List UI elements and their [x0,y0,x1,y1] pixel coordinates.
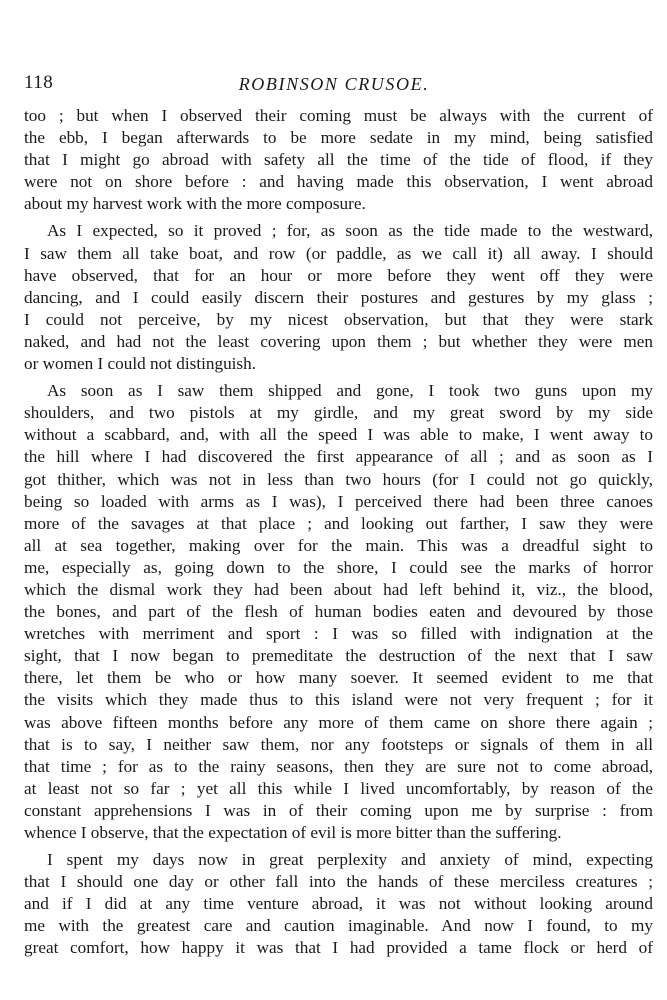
text-line: I saw them all take boat, and row (or paddle, as we call it) all away. I should [24,243,653,263]
text-line: wretches with merriment and sport : I was so filled with indignation at the [24,624,653,644]
text-line: great comfort, how happy it was that I had provided a tame flock or herd of [24,938,653,958]
page-header [24,72,644,98]
text-line: sight, that I now began to premeditate the destruction of the next that I saw [24,646,653,666]
text-line: at least not so far ; yet all this while I lived uncomfortably, by reason of the [24,778,653,798]
text-line: that I should one day or other fall into the hands of these merciless creatures ; [24,872,653,892]
text-line: more of the savages at that place ; and looking out farther, I saw they were [24,513,653,533]
text-line: being so loaded with arms as I was), I perceived there had been three canoes [24,491,653,511]
text-line: too ; but when I observed their coming must be always with the current of [24,106,653,125]
text-line: I spent my days now in great perplexity and anxiety of mind, expecting [47,850,653,870]
text-line: was above fifteen months before any more of them came on shore there again ; [24,712,653,732]
text-line: the visits which they made thus to this island were not very frequent ; for it [24,690,653,710]
text-line: all at sea together, making over for the main. This was a dreadful sight to [24,535,653,555]
text-line: I could not perceive, by my nicest observation, but that they were stark [24,309,653,329]
text-line: and if I did at any time venture abroad, it was not without looking around [24,894,653,914]
text-line: the hill where I had discovered the first appearance of all ; and as soon as I [24,447,653,467]
text-line: As I expected, so it proved ; for, as soon as the tide made to the westward, [47,221,653,241]
paragraph [24,220,653,375]
text-line: got thither, which was not in less than two hours (for I could not go quickly, [24,469,653,489]
text-line: that time ; for as to the rainy seasons, then they are sure not to come abroad, [24,756,653,776]
paragraph [24,105,653,215]
text-line: that is to say, I neither saw them, nor any footsteps or signals of them in all [24,734,653,754]
text-line: naked, and had not the least covering upon them ; but whether they were men [24,331,653,351]
text-line: there, let them be who or how many soever. It seemed evident to me that [24,668,653,688]
text-line: about my harvest work with the more composure. [24,194,366,214]
text-line: were not on shore before : and having made this observation, I went abroad [24,172,653,192]
text-line: whence I observe, that the expectation of evil is more bitter than the suffering. [24,823,562,842]
text-line: or women I could not distinguish. [24,354,257,374]
text-line: shoulders, and two pistols at my girdle, and my great sword by my side [24,403,653,423]
text-line: the ebb, I began afterwards to be more sedate in my mind, being satisfied [24,128,653,148]
text-line: without a scabbard, and, with all the speed I was able to make, I went away to [24,425,653,445]
text-line: me, especially as, going down to the shore, I could see the marks of horror [24,557,653,577]
text-line: constant apprehensions I was in of their coming upon me by surprise : from [24,800,653,820]
paragraph [24,849,653,959]
text-line: that I might go abroad with safety all the time of the tide of flood, if they [24,150,653,170]
text-line: As soon as I saw them shipped and gone, I took two guns upon my [47,381,653,401]
text-line: dancing, and I could easily discern their postures and gestures by my glass ; [24,287,653,307]
running-title: ROBINSON CRUSOE. [238,74,430,94]
body-text [24,105,653,960]
text-line: which the dismal work they had been about had left behind it, viz., the blood, [24,579,653,599]
paragraph [24,380,653,844]
text-line: me with the greatest care and caution imaginable. And now I found, to my [24,916,653,936]
text-line: the bones, and part of the flesh of human bodies eaten and devoured by those [24,602,653,622]
page-number: 118 [24,72,54,93]
text-line: have observed, that for an hour or more before they went off they were [24,265,653,285]
